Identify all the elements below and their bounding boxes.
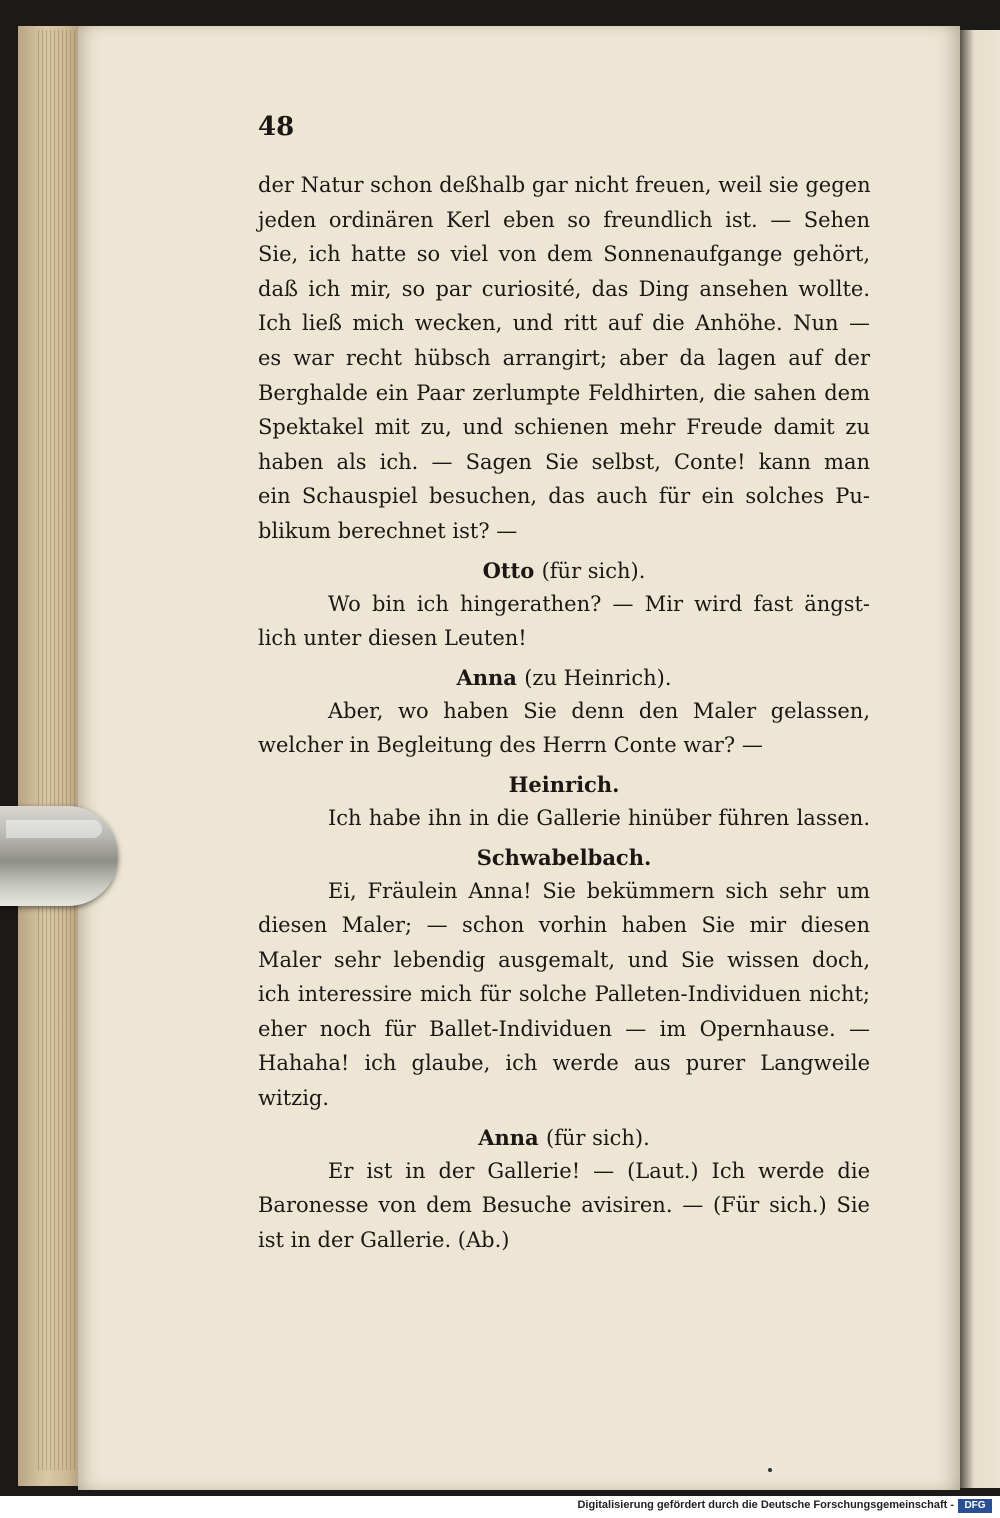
text-line: Aber, wo haben Sie denn den Maler gelassen, (328, 698, 870, 723)
text-line: der Natur schon deßhalb gar nicht freuen, weil sie gegen (258, 173, 871, 197)
page-stack-lines (38, 30, 78, 1470)
text-line: haben als ich. — Sagen Sie selbst, Conte! kann man (258, 449, 870, 474)
page-text (258, 168, 870, 1257)
speaker-name: Anna (478, 1124, 539, 1150)
ink-speck (768, 1468, 772, 1472)
text-line: welcher in Begleitung des Herrn Conte war? — (258, 733, 763, 758)
text-line: Wo bin ich hingerathen? — Mir wird fast ängst- (328, 591, 870, 616)
page-clip (0, 806, 118, 906)
text-line: ein Schauspiel besuchen, das auch für ein solches Pu- (258, 484, 870, 509)
funding-credit: Digitalisierung gefördert durch die Deutsche Forschungsgemeinschaft - (577, 1499, 954, 1511)
text-line: daß ich mir, so par curiosité, das Ding ansehen wollte. (258, 276, 870, 301)
speaker-heading-otto (258, 549, 870, 587)
text-line: Er ist in der Gallerie! — (Laut.) Ich werde die (328, 1158, 870, 1183)
text-line: Spektakel mit zu, und schienen mehr Freude damit zu (258, 415, 870, 440)
speaker-name: Heinrich. (508, 771, 620, 797)
speaker-heading-schwabelbach (258, 836, 870, 874)
stage-direction: (für sich). (545, 1125, 650, 1150)
text-line: Sie, ich hatte so viel von dem Sonnenaufgange gehört, (258, 242, 870, 267)
dfg-logo: DFG (958, 1499, 992, 1513)
footer-bar (0, 1496, 1000, 1518)
text-line: Berghalde ein Paar zerlumpte Feldhirten, die sahen dem (258, 380, 870, 405)
text-line: Ich ließ mich wecken, und ritt auf die Anhöhe. Nun — (258, 311, 870, 336)
speaker-heading-anna (258, 656, 870, 694)
text-line: blikum berechnet ist? — (258, 518, 518, 543)
text-line: eher noch für Ballet-Individuen — im Opernhause. — (258, 1016, 870, 1041)
stage-direction: (zu Heinrich). (524, 665, 672, 690)
clip-highlight (6, 820, 102, 838)
text-line: lich unter diesen Leuten! (258, 626, 527, 651)
text-line: es war recht hübsch arrangirt; aber da lagen auf der (258, 345, 870, 370)
text-line: Hahaha! ich glaube, ich werde aus purer Langweile (258, 1051, 870, 1076)
stage-direction: (für sich). (541, 558, 646, 583)
text-line: Ich habe ihn in die Gallerie hinüber führen lassen. (328, 805, 870, 830)
text-line: diesen Maler; — schon vorhin haben Sie mir diesen (258, 913, 870, 938)
speaker-heading-heinrich (258, 763, 870, 801)
speaker-name: Anna (456, 664, 517, 690)
text-line: jeden ordinären Kerl eben so freundlich ist. — Sehen (258, 207, 870, 232)
page-number: 48 (258, 112, 295, 142)
text-line: ist in der Gallerie. (Ab.) (258, 1227, 510, 1252)
text-line: Baronesse von dem Besuche avisiren. — (Für sich.) Sie (258, 1193, 870, 1218)
facing-page-edge (960, 30, 1000, 1488)
speaker-name: Otto (482, 557, 535, 583)
text-line: witzig. (258, 1086, 330, 1111)
speaker-heading-anna (258, 1116, 870, 1154)
text-line: Maler sehr lebendig ausgemalt, und Sie wissen doch, (258, 947, 870, 972)
speaker-name: Schwabelbach. (476, 844, 652, 870)
text-line: Ei, Fräulein Anna! Sie bekümmern sich sehr um (328, 878, 870, 903)
text-line: ich interessire mich für solche Palleten-Individuen nicht; (258, 982, 870, 1007)
